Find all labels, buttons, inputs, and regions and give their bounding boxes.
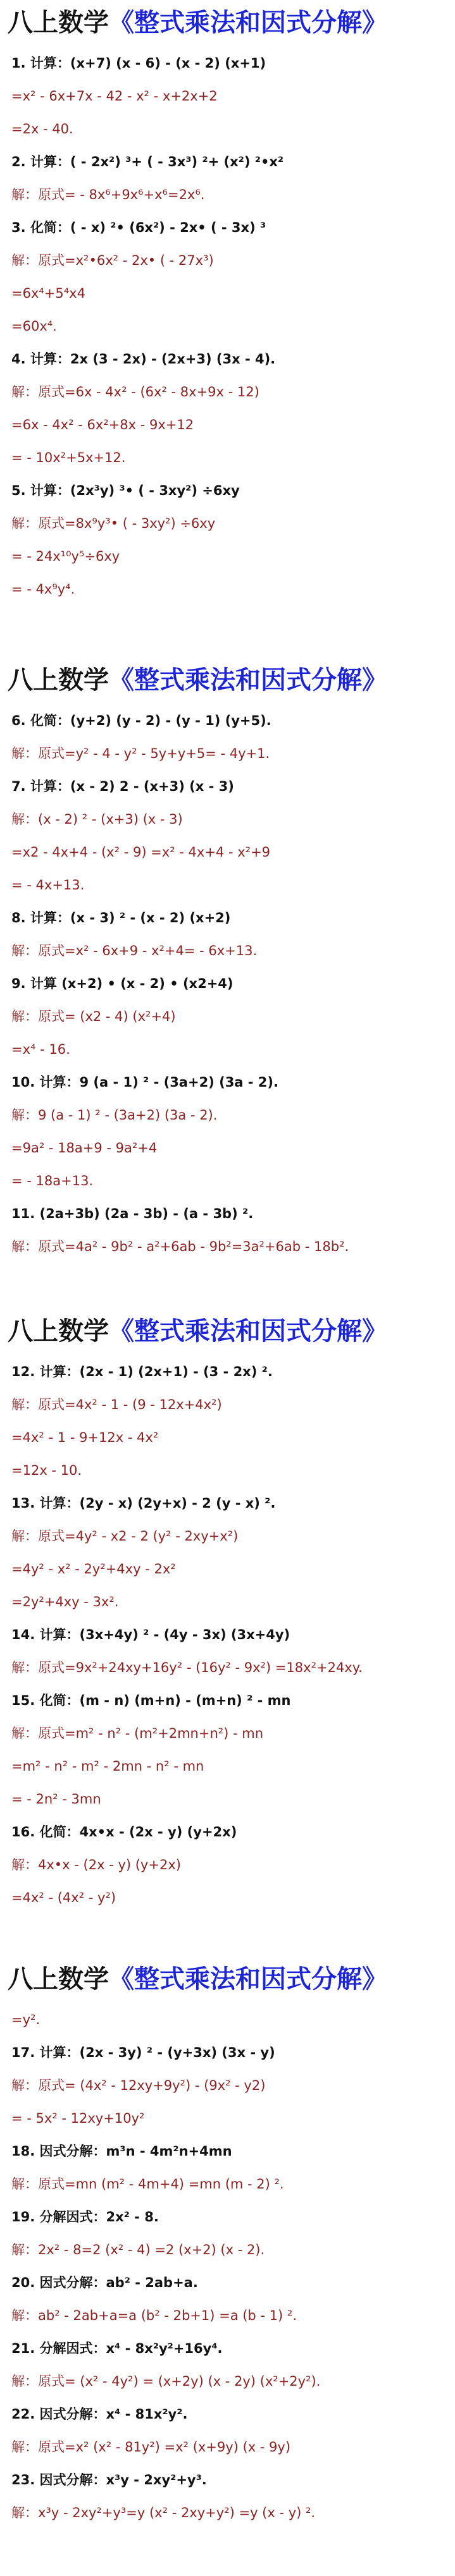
answer-line: 解：原式=4a² - 9b² - a²+6ab - 9b²=3a²+6ab - 18b². [11,1239,349,1254]
answer-line: =6x⁴+5⁴x4 [11,286,85,301]
answer-line: 解：原式=x² - 6x+9 - x²+4= - 6x+13. [11,943,258,958]
question-line: 9. 计算 (x+2) • (x - 2) • (x2+4) [11,976,234,991]
answer-line: 解：原式= - 8x⁶+9x⁶+x⁶=2x⁶. [11,187,205,202]
answer-line: = - 18a+13. [11,1173,94,1188]
answer-line: 解：原式=y² - 4 - y² - 5y+y+5= - 4y+1. [11,746,270,761]
question-line: 11. (2a+3b) (2a - 3b) - (a - 3b) ². [11,1206,254,1221]
question-line: 5. 计算：(2x³y) ³• ( - 3xy²) ÷6xy [11,483,240,498]
title-grade-subject: 八上数学 [8,1965,109,1994]
answer-line: =4x² - 1 - 9+12x - 4x² [11,1430,159,1445]
answer-line: 解：原式=8x⁹y³• ( - 3xy²) ÷6xy [11,516,216,531]
answer-line: =2x - 40. [11,121,73,137]
title-topic: 《整式乘法和因式分解》 [109,1317,387,1346]
panel-lines [11,2008,448,2534]
question-line: 20. 因式分解：ab² - 2ab+a. [11,2275,198,2290]
answer-line: = - 2n² - 3mn [11,1792,101,1807]
question-line: 21. 分解因式：x⁴ - 8x²y²+16y⁴. [11,2341,223,2356]
question-line: 16. 化简：4x•x - (2x - y) (y+2x) [11,1824,237,1840]
question-line: 4. 计算：2x (3 - 2x) - (2x+3) (3x - 4). [11,351,276,367]
answer-line: =6x - 4x² - 6x²+8x - 9x+12 [11,417,194,432]
worksheet-panel-2 [0,657,455,1277]
answer-line: 解：原式= (4x² - 12xy+9y²) - (9x² - y2) [11,2078,266,2093]
question-line: 19. 分解因式：2x² - 8. [11,2209,159,2225]
answer-line: = - 4x+13. [11,877,85,893]
title-topic: 《整式乘法和因式分解》 [109,1965,387,1994]
answer-line: 解：x³y - 2xy²+y³=y (x² - 2xy+y²) =y (x - y) ². [11,2505,316,2520]
panel-lines [11,52,448,611]
panel-title [8,1314,451,1349]
question-line: 6. 化简：(y+2) (y - 2) - (y - 1) (y+5). [11,713,271,728]
answer-line: =4y² - x² - 2y²+4xy - 2x² [11,1561,176,1577]
answer-line: = - 24x¹⁰y⁵÷6xy [11,549,120,564]
answer-line: 解：4x•x - (2x - y) (y+2x) [11,1857,181,1872]
answer-line: 解：ab² - 2ab+a=a (b² - 2b+1) =a (b - 1) ². [11,2308,297,2323]
title-grade-subject: 八上数学 [8,8,109,37]
question-line: 22. 因式分解：x⁴ - 81x²y². [11,2407,188,2422]
question-line: 8. 计算：(x - 3) ² - (x - 2) (x+2) [11,910,231,925]
question-line: 12. 计算：(2x - 1) (2x+1) - (3 - 2x) ². [11,1364,273,1379]
question-line: 10. 计算：9 (a - 1) ² - (3a+2) (3a - 2). [11,1075,278,1090]
answer-line: 解：原式=4y² - x2 - 2 (y² - 2xy+x²) [11,1529,239,1544]
answer-line: = - 10x²+5x+12. [11,450,126,465]
answer-line: 解：(x - 2) ² - (x+3) (x - 3) [11,812,183,827]
answer-line: =x² - 6x+7x - 42 - x² - x+2x+2 [11,89,218,104]
answer-line: 解：原式=x²•6x² - 2x• ( - 27x³) [11,253,214,268]
answer-line: =9a² - 18a+9 - 9a²+4 [11,1140,158,1156]
question-line: 18. 因式分解：m³n - 4m²n+4mn [11,2144,232,2159]
panel-lines [11,1360,448,1919]
answer-line: =4x² - (4x² - y²) [11,1890,116,1905]
answer-line: 解：原式=4x² - 1 - (9 - 12x+4x²) [11,1397,222,1412]
question-line: 13. 计算：(2y - x) (2y+x) - 2 (y - x) ². [11,1496,276,1511]
answer-line: 解：原式=6x - 4x² - (6x² - 8x+9x - 12) [11,384,259,400]
answer-line: =m² - n² - m² - 2mn - n² - mn [11,1759,204,1774]
question-line: 3. 化简：( - x) ²• (6x²) - 2x• ( - 3x) ³ [11,220,266,235]
answer-line: =2y²+4xy - 3x². [11,1594,119,1609]
answer-line: 解：原式= (x² - 4y²) = (x+2y) (x - 2y) (x²+2y²). [11,2374,321,2389]
panel-title [8,1962,451,1997]
answer-line: =y². [11,2012,41,2027]
answer-line: 解：原式=mn (m² - 4m+4) =mn (m - 2) ². [11,2176,284,2192]
worksheet-panel-1 [0,0,455,620]
answer-line: =x⁴ - 16. [11,1042,70,1057]
worksheet-panel-3 [0,1309,455,1928]
title-grade-subject: 八上数学 [8,1317,109,1346]
answer-line: = - 4x⁹y⁴. [11,582,75,597]
question-line: 17. 计算：(2x - 3y) ² - (y+3x) (3x - y) [11,2045,275,2060]
question-line: 2. 计算：( - 2x²) ³+ ( - 3x³) ²+ (x²) ²•x² [11,154,284,169]
answer-line: =12x - 10. [11,1463,82,1478]
question-line: 15. 化简：(m - n) (m+n) - (m+n) ² - mn [11,1693,291,1708]
question-line: 23. 因式分解：x³y - 2xy²+y³. [11,2472,207,2487]
answer-line: = - 5x² - 12xy+10y² [11,2111,145,2126]
title-grade-subject: 八上数学 [8,666,109,695]
answer-line: 解：原式= (x2 - 4) (x²+4) [11,1009,176,1024]
answer-line: =60x⁴. [11,319,57,334]
question-line: 7. 计算：(x - 2) 2 - (x+3) (x - 3) [11,779,234,794]
answer-line: 解：原式=m² - n² - (m²+2mn+n²) - mn [11,1726,264,1741]
worksheet-panel-4 [0,1956,455,2576]
answer-line: 解：原式=9x²+24xy+16y² - (16y² - 9x²) =18x²+24xy. [11,1660,363,1675]
answer-line: 解：2x² - 8=2 (x² - 4) =2 (x+2) (x - 2). [11,2242,265,2257]
answer-line: 解：9 (a - 1) ² - (3a+2) (3a - 2). [11,1108,218,1123]
panel-lines [11,709,448,1268]
panel-title [8,662,451,698]
answer-line: =x2 - 4x+4 - (x² - 9) =x² - 4x+4 - x²+9 [11,845,271,860]
title-topic: 《整式乘法和因式分解》 [109,666,387,695]
answer-line: 解：原式=x² (x² - 81y²) =x² (x+9y) (x - 9y) [11,2439,291,2455]
question-line: 14. 计算：(3x+4y) ² - (4y - 3x) (3x+4y) [11,1627,290,1642]
panel-title [8,5,451,40]
title-topic: 《整式乘法和因式分解》 [109,8,387,37]
question-line: 1. 计算：(x+7) (x - 6) - (x - 2) (x+1) [11,56,266,71]
